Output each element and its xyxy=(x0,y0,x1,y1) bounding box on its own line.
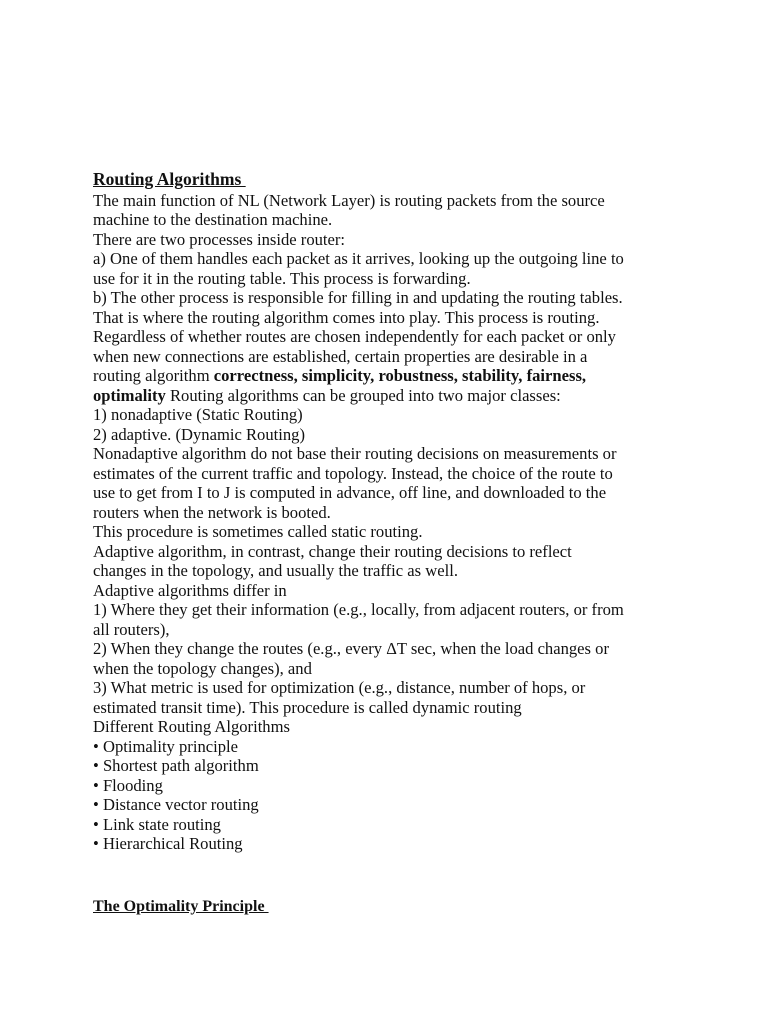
paragraph-line: estimates of the current traffic and topology. Instead, the choice of the route to xyxy=(93,463,613,483)
paragraph-line: a) One of them handles each packet as it arrives, looking up the outgoing line to xyxy=(93,249,624,268)
list-item: • Hierarchical Routing xyxy=(93,834,243,853)
paragraph-line: This procedure is sometimes called static routing. xyxy=(93,522,423,541)
paragraph-line: b) The other process is responsible for filling in and updating the routing tables. xyxy=(93,288,623,307)
paragraph-line: 3) What metric is used for optimization (e.g., distance, number of hops, or xyxy=(93,678,586,697)
page-title: Routing Algorithms xyxy=(93,169,246,189)
optimality-rest: Routing algorithms can be grouped into two major classes: xyxy=(165,385,561,405)
properties-line xyxy=(93,366,693,386)
paragraph-line: The main function of NL (Network Layer) is routing packets from the source xyxy=(93,190,605,210)
paragraph-line: routers when the network is booted. xyxy=(93,502,331,522)
paragraph-line: when new connections are established, certain properties are desirable in a xyxy=(93,346,588,366)
paragraph-line: when the topology changes), and xyxy=(93,658,312,678)
list-item: • Link state routing xyxy=(93,814,221,834)
document-body xyxy=(93,170,693,854)
properties-prefix: routing algorithm xyxy=(93,366,214,385)
list-item: • Optimality principle xyxy=(93,736,238,756)
paragraph-line: 1) Where they get their information (e.g., locally, from adjacent routers, or from xyxy=(93,600,624,619)
optimality-bold: optimality xyxy=(93,385,166,405)
paragraph-line: use for it in the routing table. This process is forwarding. xyxy=(93,268,471,288)
paragraph-line: changes in the topology, and usually the traffic as well. xyxy=(93,561,458,580)
paragraph-line: use to get from I to J is computed in advance, off line, and downloaded to the xyxy=(93,483,607,502)
properties-bold: correctness, simplicity, robustness, stability, fairness, xyxy=(213,366,587,385)
paragraph-line: 2) adaptive. (Dynamic Routing) xyxy=(93,424,305,444)
list-item: • Shortest path algorithm xyxy=(93,756,259,775)
list-item: • Distance vector routing xyxy=(93,795,259,814)
optimality-line xyxy=(93,386,693,406)
section-heading: The Optimality Principle xyxy=(93,898,269,915)
paragraph-line: Adaptive algorithms differ in xyxy=(93,580,287,600)
list-heading: Different Routing Algorithms xyxy=(93,717,290,736)
paragraph-line: Adaptive algorithm, in contrast, change their routing decisions to reflect xyxy=(93,541,572,561)
paragraph-line: Regardless of whether routes are chosen independently for each packet or only xyxy=(93,327,616,346)
paragraph-line: Nonadaptive algorithm do not base their routing decisions on measurements or xyxy=(93,444,617,463)
paragraph-line: 2) When they change the routes (e.g., every ΔT sec, when the load changes or xyxy=(93,639,609,658)
paragraph-line: There are two processes inside router: xyxy=(93,229,346,249)
paragraph-line: estimated transit time). This procedure is called dynamic routing xyxy=(93,697,522,717)
paragraph-line: That is where the routing algorithm comes into play. This process is routing. xyxy=(93,307,600,327)
paragraph-line: machine to the destination machine. xyxy=(93,210,333,229)
paragraph-line: all routers), xyxy=(93,619,170,639)
paragraph-line: 1) nonadaptive (Static Routing) xyxy=(93,405,303,424)
list-item: • Flooding xyxy=(93,775,163,795)
